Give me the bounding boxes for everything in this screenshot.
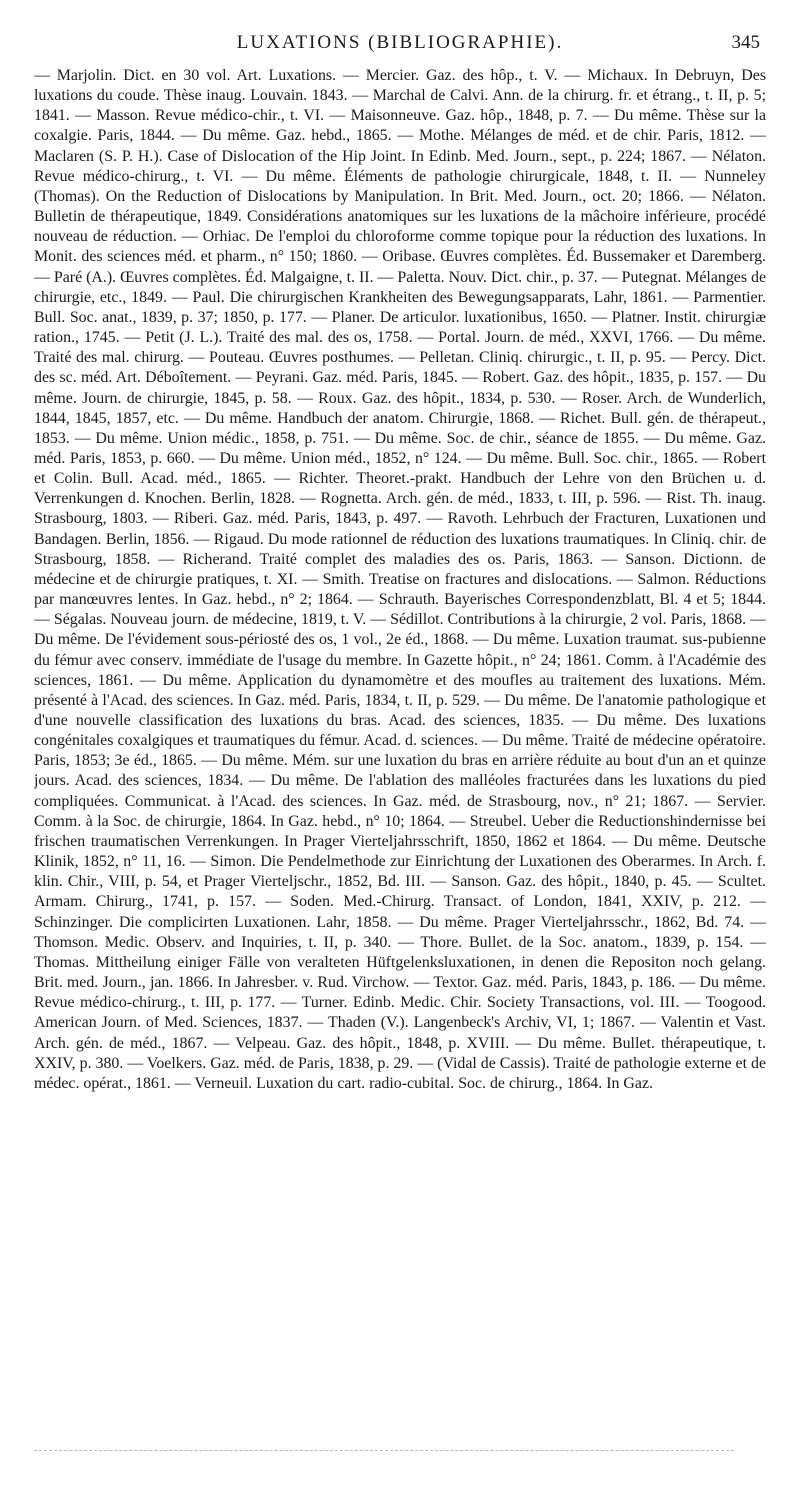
bibliography-paragraph: — Marjolin. Dict. en 30 vol. Art. Luxations. — Mercier. Gaz. des hôp., t. V. — Michaux. In Debruyn, Des luxations du coude. Thèse inaug. Louvain. 1843. — Marchal de Calvi. Ann. de la chirurg. fr. et étrang., t. II, p. 5; 1841. — Masson. Revue médico-chir., t. VI. — Maisonneuve. Gaz. hôp., 1848, p. 7. — Du même. Thèse sur la coxalgie. Paris, 1844. — Du même. Gaz. hebd., 1865. — Mothe. Mélanges de méd. et de chir. Paris, 1812. — Maclaren (S. P. H.). Case of Dislocation of the Hip Joint. In Edinb. Med. Journ., sept., p. 224; 1867. — Nélaton. Revue médico-chirurg., t. VI. — Du même. Éléments de pathologie chirurgicale, 1848, t. II. — Nunneley (Thomas). On the Reduction of Dislocations by Manipulation. In Brit. Med. Journ., oct. 20; 1866. — Nélaton. Bulletin de thérapeutique, 1849. Considérations anatomiques sur les luxations de la mâchoire inférieure, procédé nouveau de réduction. — Orhiac. De l'emploi du chloroforme comme topique pour la réduction des luxations. In Monit. des sciences méd. et pharm., n° 150; 1860. — Oribase. Œuvres complètes. Éd. Bussemaker et Daremberg. — Paré (A.). Œuvres complètes. Éd. Malgaigne, t. II. — Paletta. Nouv. Dict. chir., p. 37. — Putegnat. Mélanges de chirurgie, etc., 1849. — Paul. Die chirurgischen Krankheiten des Bewegungsapparats, Lahr, 1861. — Parmentier. Bull. Soc. anat., 1839, p. 37; 1850, p. 177. — Planer. De articulor. luxationibus, 1650. — Platner. Instit. chirurgiæ ration., 1745. — Petit (J. L.). Traité des mal. des os, 1758. — Portal. Journ. de méd., XXVI, 1766. — Du même. Traité des mal. chirurg. — Pouteau. Œuvres posthumes. — Pelletan. Cliniq. chirurgic., t. II, p. 95. — Percy. Dict. des sc. méd. Art. Déboîtement. — Peyrani. Gaz. méd. Paris, 1845. — Robert. Gaz. des hôpit., 1835, p. 157. — Du même. Journ. de chirurgie, 1845, p. 58. — Roux. Gaz. des hôpit., 1834, p. 530. — Roser. Arch. de Wunderlich, 1844, 1845, 1857, etc. — Du même. Handbuch der anatom. Chirurgie, 1868. — Richet. Bull. gén. de thérapeut., 1853. — Du même. Union médic., 1858, p. 751. — Du même. Soc. de chir., séance de 1855. — Du même. Gaz. méd. Paris, 1853, p. 660. — Du même. Union méd., 1852, n° 124. — Du même. Bull. Soc. chir., 1865. — Robert et Colin. Bull. Acad. méd., 1865. — Richter. Theoret.-prakt. Handbuch der Lehre von den Brüchen u. d. Verrenkungen d. Knochen. Berlin, 1828. — Rognetta. Arch. gén. de méd., 1833, t. III, p. 596. — Rist. Th. inaug. Strasbourg, 1803. — Riberi. Gaz. méd. Paris, 1843, p. 497. — Ravoth. Lehrbuch der Fracturen, Luxationen und Bandagen. Berlin, 1856. — Rigaud. Du mode rationnel de réduction des luxations traumatiques. In Cliniq. chir. de Strasbourg, 1858. — Richerand. Traité complet des maladies des os. Paris, 1863. — Sanson. Dictionn. de médecine et de chirurgie pratiques, t. XI. — Smith. Treatise on fractures and dislocations. — Salmon. Réductions par manœuvres lentes. In Gaz. hebd., n° 2; 1864. — Schrauth. Bayerisches Correspondenzblatt, Bl. 4 et 5; 1844. — Ségalas. Nouveau journ. de médecine, 1819, t. V. — Sédillot. Contributions à la chirurgie, 2 vol. Paris, 1868. — Du même. De l'évidement sous-périosté des os, 1 vol., 2e éd., 1868. — Du même. Luxation traumat. sus-pubienne du fémur avec conserv. immédiate de l'usage du membre. In Gazette hôpit., n° 24; 1861. Comm. à l'Académie des sciences, 1861. — Du même. Application du dynamomètre et des moufles au traitement des luxations. Mém. présenté à l'Acad. des sciences. In Gaz. méd. Paris, 1834, t. II, p. 529. — Du même. De l'anatomie pathologique et d'une nouvelle classification des luxations du bras. Acad. des sciences, 1835. — Du même. Des luxations congénitales coxalgiques et traumatiques du fémur. Acad. d. sciences. — Du même. Traité de médecine opératoire. Paris, 1853; 3e éd., 1865. — Du même. Mém. sur une luxation du bras en arrière réduite au bout d'un an et quinze jours. Acad. des sciences, 1834. — Du même. De l'ablation des malléoles fracturées dans les luxations du pied compliquées. Communicat. à l'Acad. des sciences. In Gaz. méd. de Strasbourg, nov., n° 21; 1867. — Servier. Comm. à la Soc. de chirurgie, 1864. In Gaz. hebd., n° 10; 1864. — Streubel. Ueber die Reductionshindernisse bei frischen traumatischen Verrenkungen. In Prager Vierteljahrsschrift, 1850, 1862 et 1864. — Du même. Deutsche Klinik, 1852, n° 11, 16. — Simon. Die Pendelmethode zur Einrichtung der Luxationen des Oberarmes. In Arch. f. klin. Chir., VIII, p. 54, et Prager Vierteljschr., 1852, Bd. III. — Sanson. Gaz. des hôpit., 1840, p. 45. — Scultet. Armam. Chirurg., 1741, p. 157. — Soden. Med.-Chirurg. Transact. of London, 1841, XXIV, p. 212. — Schinzinger. Die complicirten Luxationen. Lahr, 1858. — Du même. Prager Vierteljahrsschr., 1862, Bd. 74. — Thomson. Medic. Observ. and Inquiries, t. II, p. 340. — Thore. Bullet. de la Soc. anatom., 1839, p. 154. — Thomas. Mittheilung einiger Fälle von veralteten Hüftgelenksluxationen, in denen die Repositon noch gelang. Brit. med. Journ., jan. 1866. In Jahresber. v. Rud. Virchow. — Textor. Gaz. méd. Paris, 1843, p. 186. — Du même. Revue médico-chirurg., t. III, p. 177. — Turner. Edinb. Medic. Chir. Society Transactions, vol. III. — Toogood. American Journ. of Med. Sciences, 1837. — Thaden (V.). Langenbeck's Archiv, VI, 1; 1867. — Valentin et Vast. Arch. gén. de méd., 1867. — Velpeau. Gaz. des hôpit., 1848, p. XVIII. — Du même. Bullet. thérapeutique, t. XXIV, p. 380. — Voelkers. Gaz. méd. de Paris, 1838, p. 29. — (Vidal de Cassis). Traité de pathologie externe et de médec. opérat., 1861. — Verneuil. Luxation du cart. radio-cubital. Soc. de chirurg., 1864. In Gaz.: [34, 67, 766, 1092]
page-header: [30, 32, 770, 62]
bibliography-text-block: [34, 66, 766, 1406]
running-head: LUXATIONS (BIBLIOGRAPHIE).: [236, 32, 564, 53]
page-number: 345: [731, 32, 760, 53]
footer-rule: [34, 1450, 734, 1451]
